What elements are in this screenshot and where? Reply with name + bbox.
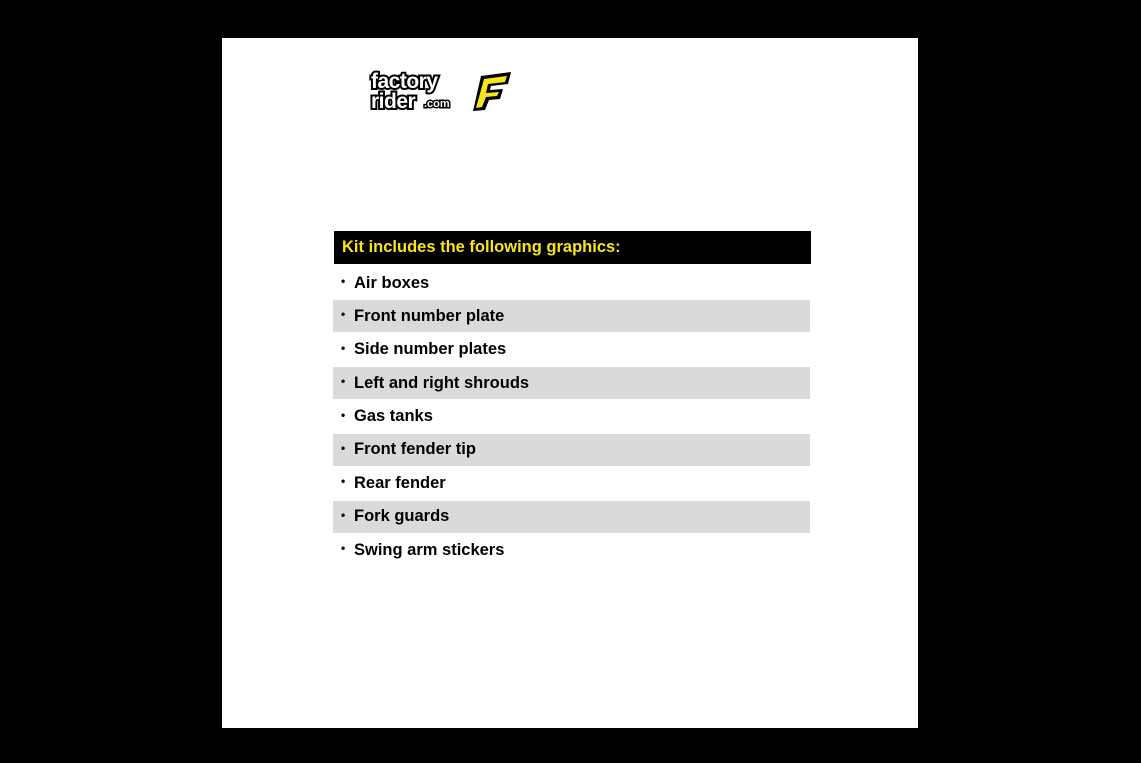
- bullet: •: [341, 541, 346, 556]
- bullet: •: [341, 474, 346, 489]
- bullet: •: [341, 274, 346, 288]
- bullet: •: [341, 374, 346, 389]
- item-label: Swing arm stickers: [354, 540, 505, 559]
- logo-line2: rider: [371, 90, 416, 113]
- item-label: Gas tanks: [354, 407, 433, 426]
- logo-line1: factory: [371, 70, 438, 93]
- bullet: •: [341, 340, 346, 355]
- list-item: [333, 300, 810, 332]
- logo-graphic: [369, 68, 514, 114]
- bullet: •: [341, 507, 346, 522]
- kit-item-list: [333, 267, 810, 568]
- list-item: [333, 534, 810, 566]
- list-item: [333, 334, 810, 366]
- list-item: [333, 401, 810, 433]
- kit-heading: Kit includes the following graphics:: [334, 231, 811, 264]
- list-item: [333, 267, 810, 299]
- item-label: Rear fender: [354, 473, 446, 492]
- bullet: •: [341, 440, 346, 455]
- bullet: •: [341, 407, 346, 422]
- f-mark-icon: [473, 72, 511, 111]
- item-label: Air boxes: [354, 273, 430, 292]
- list-item: [333, 434, 810, 466]
- item-label: Left and right shrouds: [354, 373, 530, 392]
- list-item: [333, 501, 810, 533]
- product-sheet: [222, 38, 918, 728]
- bullet: •: [341, 307, 346, 322]
- logo-suffix: .com: [424, 98, 450, 110]
- item-label: Front number plate: [354, 306, 505, 325]
- factory-rider-logo: [369, 68, 514, 114]
- list-item: [333, 467, 810, 499]
- item-label: Front fender tip: [354, 440, 476, 459]
- list-item: [333, 367, 810, 399]
- item-label: Fork guards: [354, 507, 450, 526]
- item-label: Side number plates: [354, 340, 507, 359]
